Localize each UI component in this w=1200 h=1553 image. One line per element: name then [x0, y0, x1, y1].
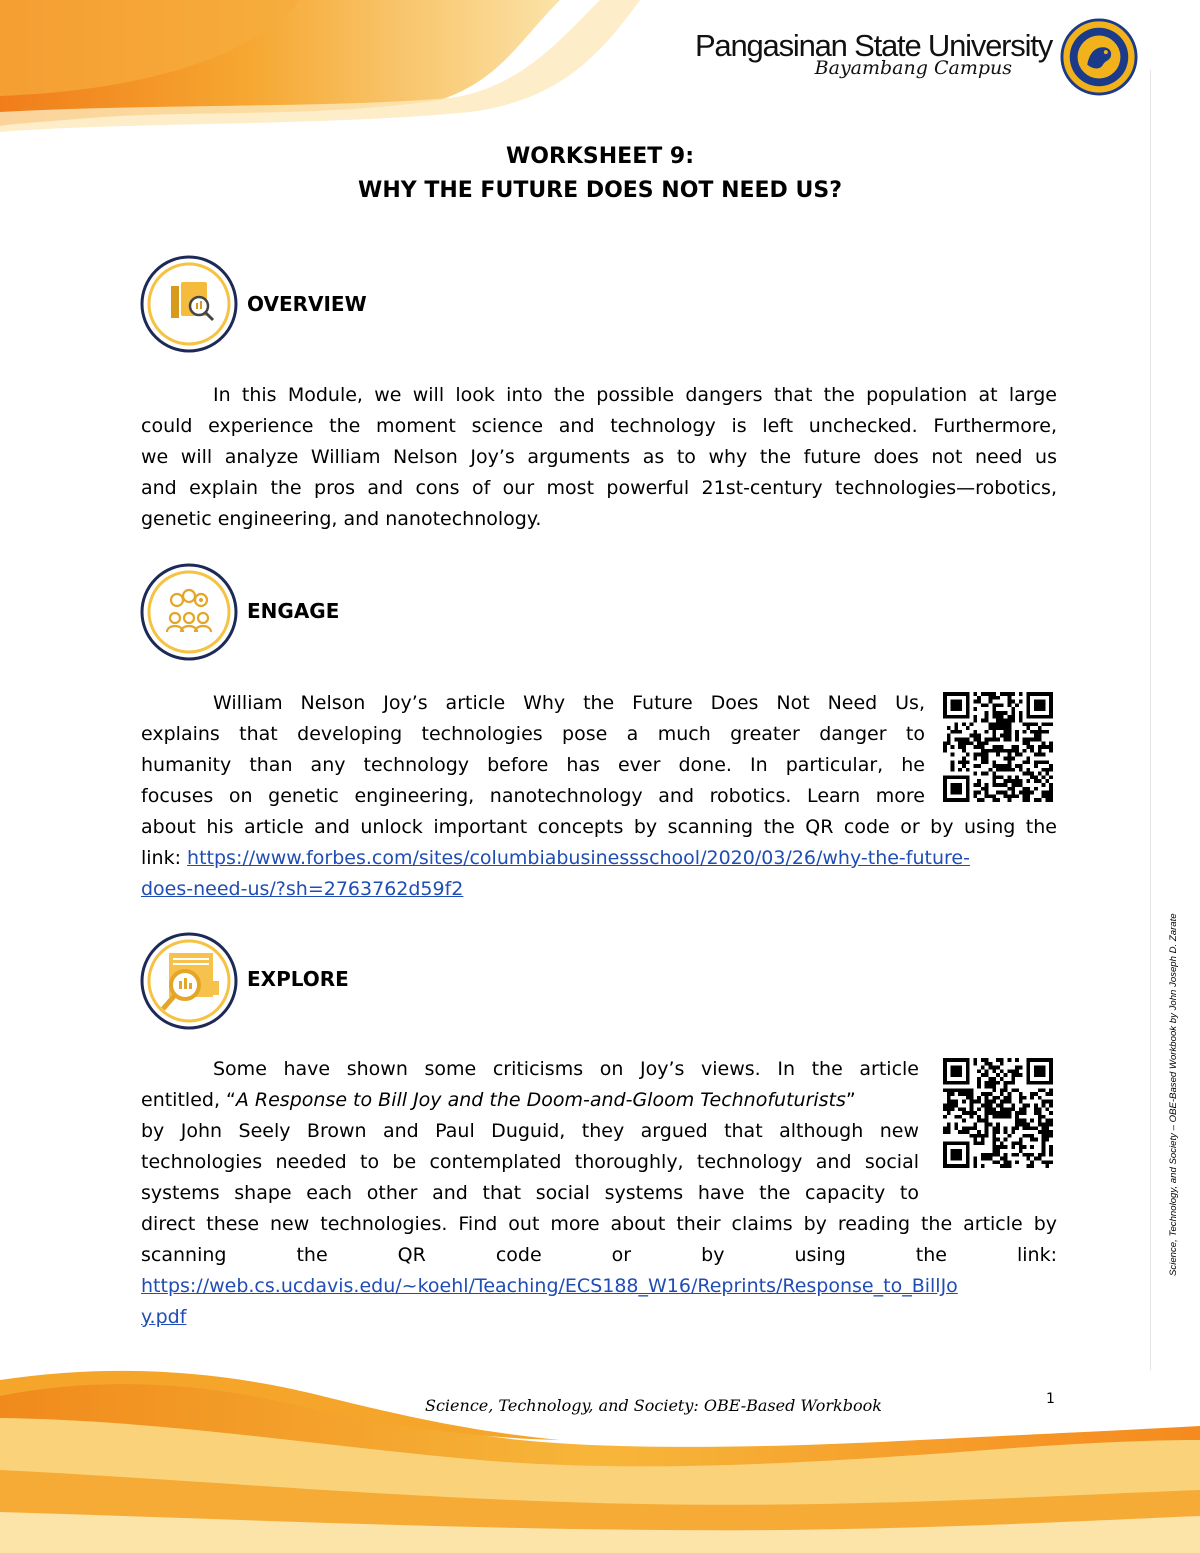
group-idea-icon — [139, 562, 239, 662]
engage-paragraph-top — [141, 688, 925, 812]
worksheet-number: WORKSHEET 9: — [505, 144, 695, 169]
engage-link-prefix: link: — [141, 847, 188, 869]
side-credit-text: Science, Technology, and Society – OBE-Based Workbook by John Joseph D. Zarate — [1168, 913, 1179, 1276]
overview-line: we will analyze William Nelson Joy’s arguments as to why the future does not need us — [141, 446, 1057, 468]
forbes-qr-code[interactable] — [943, 692, 1053, 802]
forbes-article-link-cont[interactable]: does-need-us/?sh=2763762d59f2 — [141, 878, 464, 900]
worksheet-title: WHY THE FUTURE DOES NOT NEED US? — [358, 178, 842, 203]
footer-workbook-title: Science, Technology, and Society: OBE-Based Workbook — [425, 1396, 882, 1415]
engage-line: about his article and unlock important concepts by scanning the QR code or by using the — [141, 816, 1057, 838]
explore-link-line — [141, 1302, 1057, 1333]
engage-line: humanity than any technology before has ever done. In particular, he — [141, 754, 925, 776]
ucdavis-article-link[interactable]: https://web.cs.ucdavis.edu/~koehl/Teaching/ECS188_W16/Reprints/Response_to_BillJo — [141, 1275, 958, 1297]
engage-link-line — [141, 874, 1057, 905]
engage-line: explains that developing technologies pose a much greater danger to — [141, 723, 925, 745]
explore-link-line — [141, 1271, 1057, 1302]
engage-heading: ENGAGE — [247, 599, 340, 623]
university-seal-icon — [1060, 18, 1138, 96]
engage-line: focuses on genetic engineering, nanotechnology and robotics. Learn more — [141, 785, 925, 807]
page-number: 1 — [1046, 1391, 1055, 1407]
explore-line: scanning the QR code or by using the link: — [141, 1244, 1057, 1266]
document-magnifier-icon — [139, 254, 239, 354]
university-name: Pangasinan State University — [694, 28, 1052, 63]
overview-paragraph — [141, 380, 1057, 535]
explore-line: by John Seely Brown and Paul Duguid, they argued that although new — [141, 1120, 919, 1142]
ucdavis-article-link-cont[interactable]: y.pdf — [141, 1306, 187, 1328]
side-credit — [1168, 96, 1186, 1376]
explore-line: systems shape each other and that social systems have the capacity to — [141, 1182, 919, 1204]
explore-line: direct these new technologies. Find out more about their claims by reading the article by — [141, 1213, 1057, 1235]
overview-line: could experience the moment science and technology is left unchecked. Furthermore, — [141, 415, 1057, 437]
report-magnifier-icon — [139, 931, 239, 1031]
campus-name: Bayambang Campus — [814, 57, 1012, 79]
explore-paragraph-bottom — [141, 1209, 1057, 1333]
engage-link-line — [141, 843, 1057, 874]
forbes-article-link[interactable]: https://www.forbes.com/sites/columbiabusinessschool/2020/03/26/why-the-future- — [187, 847, 970, 869]
explore-line: Some have shown some criticisms on Joy’s views. In the article — [213, 1058, 919, 1080]
engage-paragraph-bottom — [141, 812, 1057, 905]
article-title: A Response to Bill Joy and the Doom-and-Gloom Technofuturists — [235, 1089, 846, 1111]
overview-heading: OVERVIEW — [247, 292, 367, 316]
overview-line: In this Module, we will look into the possible dangers that the population at large — [213, 384, 1057, 406]
ucdavis-qr-code[interactable] — [943, 1058, 1053, 1168]
explore-heading: EXPLORE — [247, 967, 349, 991]
engage-line: William Nelson Joy’s article Why the Future Does Not Need Us, — [213, 692, 925, 714]
explore-line: technologies needed to be contemplated thoroughly, technology and social — [141, 1151, 919, 1173]
overview-line: and explain the pros and cons of our most powerful 21st-century technologies—robotics, — [141, 477, 1057, 499]
explore-paragraph-top — [141, 1054, 919, 1209]
explore-line: entitled, “A Response to Bill Joy and the Doom-and-Gloom Technofuturists” — [141, 1089, 856, 1111]
overview-line: genetic engineering, and nanotechnology. — [141, 508, 542, 530]
